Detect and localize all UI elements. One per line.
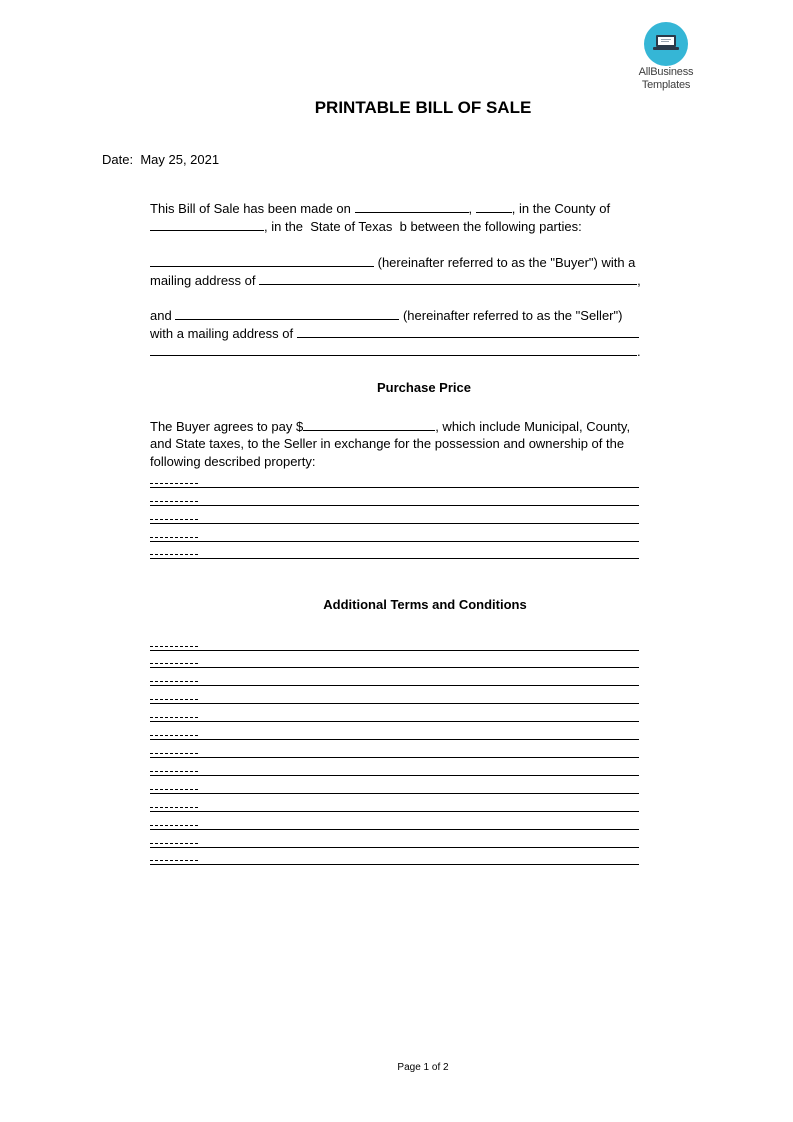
seller-name-blank[interactable]	[175, 306, 399, 320]
property-line[interactable]	[150, 487, 639, 488]
buyer-line-1	[150, 253, 635, 272]
purchase-text-1b: , which include Municipal, County,	[435, 419, 631, 434]
terms-line[interactable]	[150, 703, 639, 704]
document-title: PRINTABLE BILL OF SALE	[314, 98, 532, 117]
seller-line-2	[150, 324, 639, 343]
date-value: May 25, 2021	[140, 152, 220, 167]
logo-line2: Templates	[641, 79, 691, 91]
buyer-text-2: mailing address of	[150, 273, 256, 288]
buyer-text-1: (hereinafter referred to as the "Buyer") with a	[377, 255, 636, 270]
terms-line[interactable]	[150, 847, 639, 848]
intro-comma: ,	[468, 201, 473, 216]
county-blank[interactable]	[150, 217, 264, 231]
intro-line-1	[150, 199, 610, 218]
logo-text	[628, 66, 704, 92]
intro-text-3: , in the County of	[511, 201, 611, 216]
terms-line[interactable]	[150, 793, 639, 794]
buyer-comma: ,	[637, 273, 641, 288]
seller-period: .	[637, 344, 641, 359]
logo-line1: AllBusiness	[638, 66, 694, 78]
purchase-text-1a: The Buyer agrees to pay $	[150, 419, 304, 434]
terms-line[interactable]	[150, 721, 639, 722]
intro-text-1: This Bill of Sale has been made on	[150, 201, 351, 216]
terms-heading: Additional Terms and Conditions	[323, 597, 527, 612]
logo	[628, 20, 712, 96]
intro-text-4: , in the State of Texas b between the following parties:	[264, 219, 582, 234]
seller-line-1	[150, 306, 622, 325]
laptop-icon	[652, 34, 680, 51]
seller-text-3: with a mailing address of	[150, 326, 294, 341]
year-blank[interactable]	[476, 199, 512, 213]
property-line[interactable]	[150, 523, 639, 524]
buyer-address-blank[interactable]	[259, 271, 637, 285]
terms-line[interactable]	[150, 829, 639, 830]
date-row	[102, 152, 219, 167]
intro-line-2	[150, 217, 582, 236]
terms-line[interactable]	[150, 757, 639, 758]
terms-line[interactable]	[150, 650, 639, 651]
property-line[interactable]	[150, 558, 639, 559]
seller-text-2: (hereinafter referred to as the "Seller")	[402, 308, 623, 323]
property-line[interactable]	[150, 505, 639, 506]
terms-line[interactable]	[150, 811, 639, 812]
seller-address-blank[interactable]	[297, 324, 639, 338]
date-made-blank[interactable]	[355, 199, 469, 213]
page-number: Page 1 of 2	[397, 1062, 449, 1073]
price-blank[interactable]	[303, 417, 435, 431]
terms-line[interactable]	[150, 864, 639, 865]
logo-badge	[644, 22, 688, 66]
property-line[interactable]	[150, 541, 639, 542]
terms-line[interactable]	[150, 685, 639, 686]
seller-line-3	[150, 342, 641, 361]
terms-line[interactable]	[150, 775, 639, 776]
seller-text-1: and	[150, 308, 172, 323]
buyer-line-2	[150, 271, 641, 290]
purchase-line-2: and State taxes, to the Seller in exchange for the possession and ownership of the	[150, 436, 625, 451]
date-label: Date:	[102, 152, 134, 167]
terms-line[interactable]	[150, 667, 639, 668]
purchase-line-1	[150, 417, 630, 436]
buyer-name-blank[interactable]	[150, 253, 374, 267]
terms-line[interactable]	[150, 739, 639, 740]
seller-address-blank-2[interactable]	[150, 342, 637, 356]
purchase-price-heading: Purchase Price	[377, 380, 471, 395]
purchase-line-3: following described property:	[150, 454, 316, 469]
